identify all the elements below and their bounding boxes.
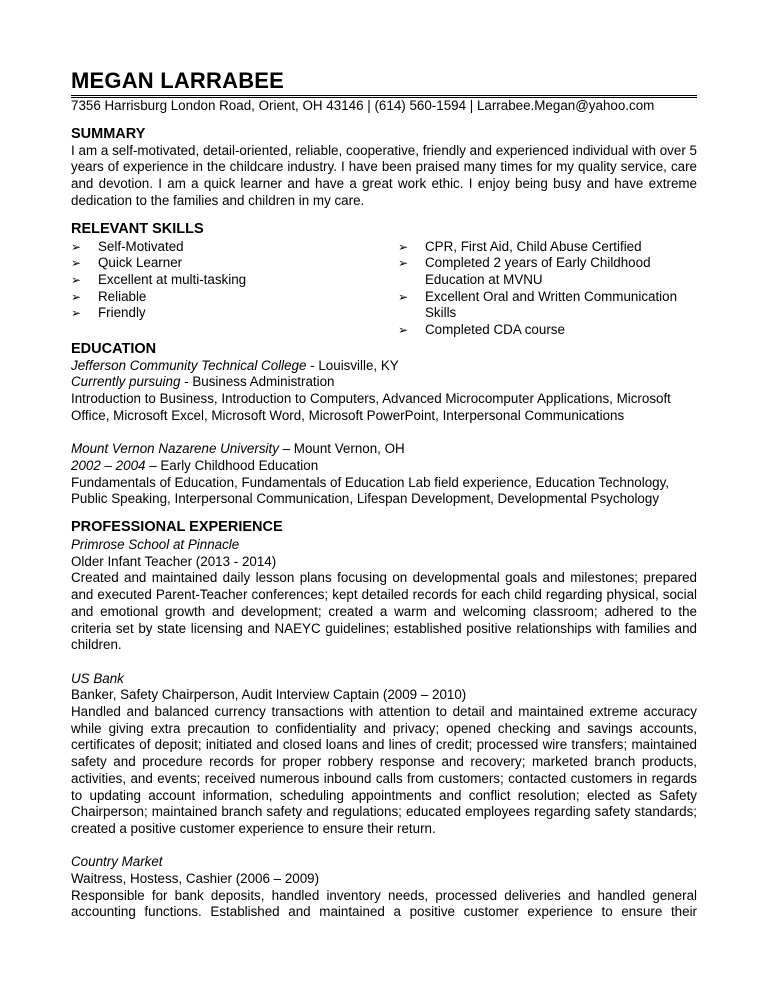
skill-item: [71, 305, 398, 322]
education-entry: [71, 441, 697, 508]
study-status: 2002 – 2004: [71, 457, 146, 473]
skill-label: Completed CDA course: [425, 322, 565, 338]
skill-item: [398, 322, 697, 339]
resume-page: [71, 68, 697, 921]
job-description: Responsible for bank deposits, handled inventory needs, processed deliveries and handled general accounting functions. Established and maintained a positive customer experience to ensure their: [71, 887, 697, 920]
skill-label: Friendly: [98, 305, 146, 321]
school-line: [71, 358, 697, 375]
arrow-bullet-icon: ➢: [71, 256, 82, 271]
arrow-bullet-icon: ➢: [398, 239, 409, 254]
program-line: [71, 374, 697, 391]
job-entry: [71, 671, 697, 838]
skills-list: [71, 239, 697, 339]
experience-heading: PROFESSIONAL EXPERIENCE: [71, 519, 283, 536]
school-name: Jefferson Community Technical College: [71, 357, 307, 373]
arrow-bullet-icon: ➢: [71, 306, 82, 321]
candidate-name: MEGAN LARRABEE: [71, 68, 285, 93]
skill-label: Quick Learner: [98, 255, 183, 271]
program-line: [71, 458, 697, 475]
skill-label: Self-Motivated: [98, 238, 184, 254]
study-program: - Business Administration: [180, 374, 335, 390]
skill-item: [71, 239, 398, 256]
arrow-bullet-icon: ➢: [71, 289, 82, 304]
skill-item: [71, 255, 398, 272]
arrow-bullet-icon: ➢: [71, 272, 82, 287]
education-entry: [71, 358, 697, 425]
skill-label: Excellent at multi-tasking: [98, 271, 247, 287]
contact-line: 7356 Harrisburg London Road, Orient, OH 43146 | (614) 560-1594 | Larrabee.Megan@yahoo.com: [71, 98, 655, 113]
employer-name: US Bank: [71, 670, 124, 686]
arrow-bullet-icon: ➢: [398, 323, 409, 338]
job-entry: [71, 854, 697, 921]
arrow-bullet-icon: ➢: [71, 239, 82, 254]
skill-item: [398, 239, 697, 256]
job-entry: [71, 537, 697, 654]
course-list: Introduction to Business, Introduction to Computers, Advanced Microcomputer Applications, Microsoft Office, Microsoft Excel, Microsoft Word, Microsoft PowerPoint, Interpersonal Communications: [71, 391, 671, 423]
job-role: Older Infant Teacher (2013 - 2014): [71, 553, 277, 569]
skills-heading: RELEVANT SKILLS: [71, 220, 204, 237]
skill-label: Excellent Oral and Written Communication Skills: [425, 288, 678, 321]
summary-text: I am a self-motivated, detail-oriented, reliable, cooperative, friendly and experienced individual with over 5 years of experience in the childcare industry. I have been praised many times for my quality service, care and devotion. I am a quick learner and have a great work ethic. I enjoy being busy and have extreme dedication to the families and children in my care.: [71, 142, 697, 208]
arrow-bullet-icon: ➢: [398, 256, 409, 271]
job-description: Created and maintained daily lesson plans focusing on developmental goals and milestones; prepared and executed Parent-Teacher conferences; kept detailed records for each child regarding physical, social and emotional growth and development; created a warm and welcoming classroom; adhered to the criteria set by state licensing and NAEYC guidelines; established positive relationships with families and children.: [71, 570, 697, 653]
school-location: – Mount Vernon, OH: [278, 441, 405, 457]
skills-column-right: [398, 239, 697, 339]
arrow-bullet-icon: ➢: [398, 289, 409, 304]
course-list: Fundamentals of Education, Fundamentals of Education Lab field experience, Education Technology, Public Speaking, Interpersonal Communication, Lifespan Development, Developmental Psychology: [71, 474, 670, 507]
study-status: Currently pursuing: [71, 374, 181, 390]
job-description: Handled and balanced currency transactions with attention to detail and maintained extreme accuracy while giving extra precaution to confidentiality and privacy; opened checking and savings accounts, certificates of deposit; initiated and closed loans and lines of credit; processed wire transfers; maintained safety and procedure records for proper robbery response and recovery; marketed branch products, activities, and events; received numerous inbound calls from customers; contacted customers in regards to updating account information, scheduling appointments and conflict resolution; elected as Safety Chairperson; maintained branch safety and regulations; educated employees regarding safety standards; created a positive customer experience to ensure their return.: [71, 704, 697, 836]
job-role: Banker, Safety Chairperson, Audit Interview Captain (2009 – 2010): [71, 687, 467, 703]
school-name: Mount Vernon Nazarene University: [71, 441, 279, 457]
skills-column-left: [71, 239, 398, 339]
job-role: Waitress, Hostess, Cashier (2006 – 2009): [71, 871, 320, 887]
school-location: - Louisville, KY: [306, 357, 399, 373]
skill-item: [71, 272, 398, 289]
skill-item: [71, 289, 398, 306]
skill-label: Completed 2 years of Early Childhood Education at MVNU: [425, 255, 651, 287]
education-heading: EDUCATION: [71, 340, 157, 357]
summary-heading: SUMMARY: [71, 125, 146, 142]
skill-item: [398, 289, 697, 322]
employer-name: Country Market: [71, 854, 163, 870]
skill-label: Reliable: [98, 288, 147, 304]
school-line: [71, 441, 697, 458]
study-program: – Early Childhood Education: [145, 457, 319, 473]
skill-label: CPR, First Aid, Child Abuse Certified: [425, 238, 642, 254]
skill-item: [398, 255, 697, 288]
employer-name: Primrose School at Pinnacle: [71, 537, 240, 553]
